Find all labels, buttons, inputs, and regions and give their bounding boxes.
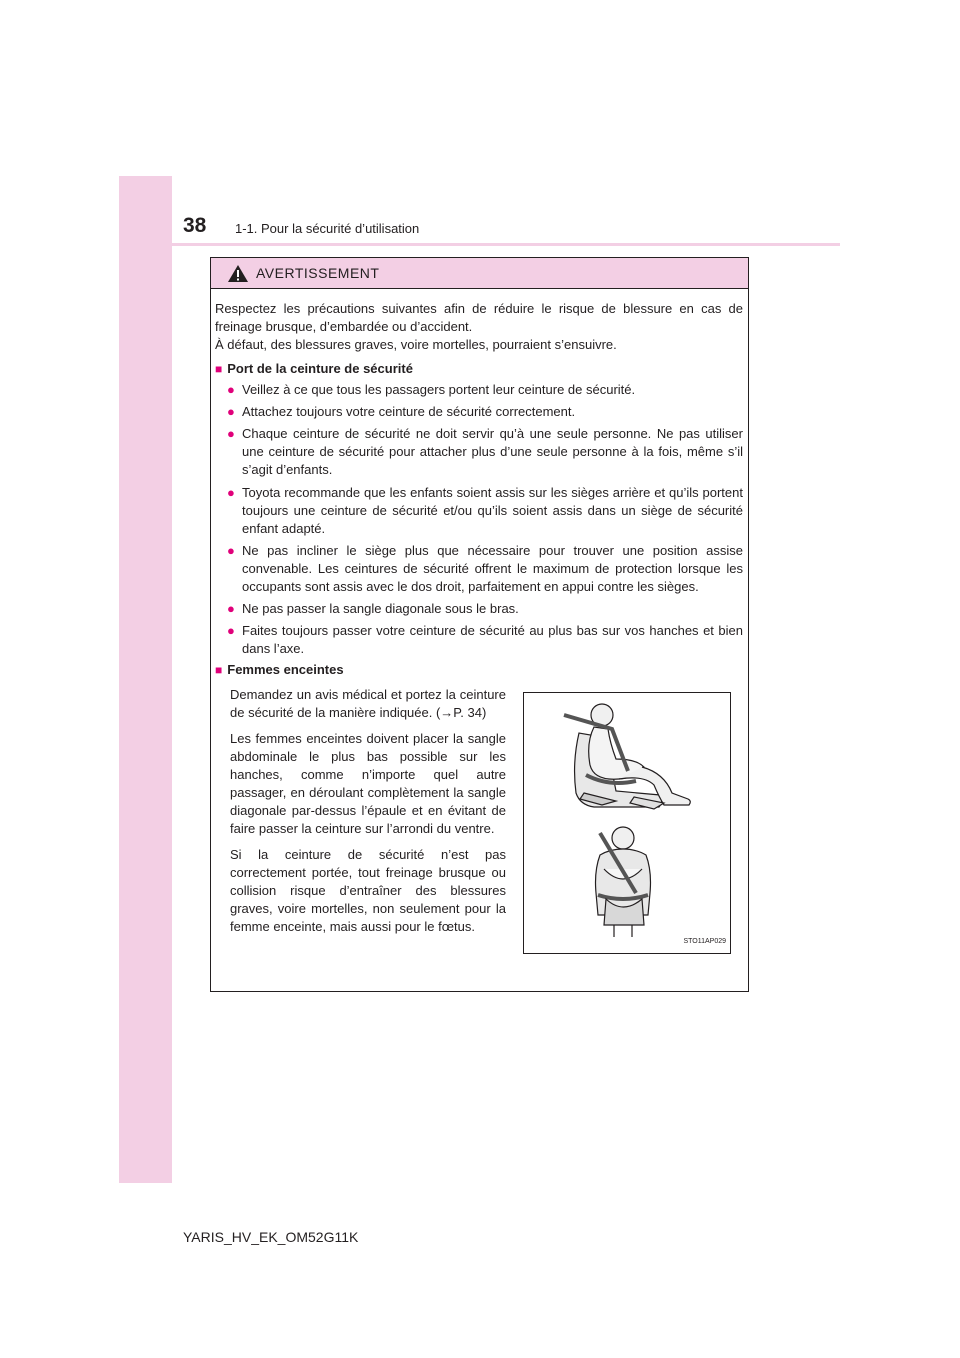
pregnancy-text [230,686,506,944]
round-bullet-icon: ● [227,485,235,500]
list-item: ● Ne pas passer la sangle diagonale sous le bras. [227,601,519,616]
list-item: ● Veillez à ce que tous les passagers portent leur ceinture de sécurité. [227,382,636,397]
warning-box [210,257,749,992]
list-item: ● Ne pas incliner le siège plus que nécessaire pour trouver une position assise convenable. Les ceintures de sécurité offrent le maximum de protection lorsque les occupants sont assis avec le dos droit, parfaitement en appui contre les sièges. [227,543,743,594]
square-bullet-icon: ■ [215,362,223,376]
list-item: ● Faites toujours passer votre ceinture de sécurité au plus bas sur vos hanches et bien dans l’axe. [227,623,743,656]
section-heading-seatbelt: ■ Port de la ceinture de sécurité [215,361,413,376]
list-item: ● Toyota recommande que les enfants soient assis sur les sièges arrière et qu’ils portent toujours une ceinture de sécurité et/ou qu’ils soient assis dans un siège de sécurité enfant adapté. [227,485,743,536]
warning-title: AVERTISSEMENT [256,265,380,281]
round-bullet-icon: ● [227,623,235,638]
pregnancy-paragraph: Les femmes enceintes doivent placer la sangle abdominale le plus bas possible sur les hanches, comme n’importe quel autre passager, en déroulant complètement la sangle diagonale par-dessus l’épaule et en évitant de faire passer la ceinture sur l’arrondi du ventre. [230,731,506,836]
illustration-drawing [524,693,730,943]
square-bullet-icon: ■ [215,663,223,677]
pregnancy-paragraph: Demandez un avis médical et portez la ceinture de sécurité de la manière indiquée. (→P. 34) [230,687,506,720]
round-bullet-icon: ● [227,404,235,419]
round-bullet-icon: ● [227,543,235,558]
header-rule [172,243,840,246]
side-tab-band [119,176,172,1183]
warning-header [211,258,748,289]
round-bullet-icon: ● [227,601,235,616]
round-bullet-icon: ● [227,426,235,441]
list-item: ● Chaque ceinture de sécurité ne doit servir qu’à une seule personne. Ne pas utiliser une ceinture de sécurité pour attacher plus d’une seule personne à la fois, même s’il s’agit d’enfants. [227,426,743,477]
section-heading-pregnant: ■ Femmes enceintes [215,662,344,677]
round-bullet-icon: ● [227,382,235,397]
pregnant-seatbelt-illustration [523,692,731,954]
warning-intro [215,300,743,354]
footer-doc-code: YARIS_HV_EK_OM52G11K [183,1229,359,1245]
section-title: 1-1. Pour la sécurité d’utilisation [235,221,420,236]
illustration-code: STO11AP029 [683,938,726,945]
list-item: ● Attachez toujours votre ceinture de sécurité correctement. [227,404,576,419]
intro-line-1: Respectez les précautions suivantes afin de réduire le risque de blessure en cas de freinage brusque, d’embardée ou d’accident. [215,301,743,334]
pregnancy-paragraph: Si la ceinture de sécurité n’est pas correctement portée, tout freinage brusque ou collision risque d’entraîner des blessures graves, voire mortelles, non seulement pour la femme enceinte, mais aussi pour le fœtus. [230,847,506,934]
page-number: 38 [183,214,207,237]
intro-line-2: À défaut, des blessures graves, voire mortelles, pourraient s’ensuivre. [215,337,617,352]
warning-triangle-icon [227,264,249,283]
